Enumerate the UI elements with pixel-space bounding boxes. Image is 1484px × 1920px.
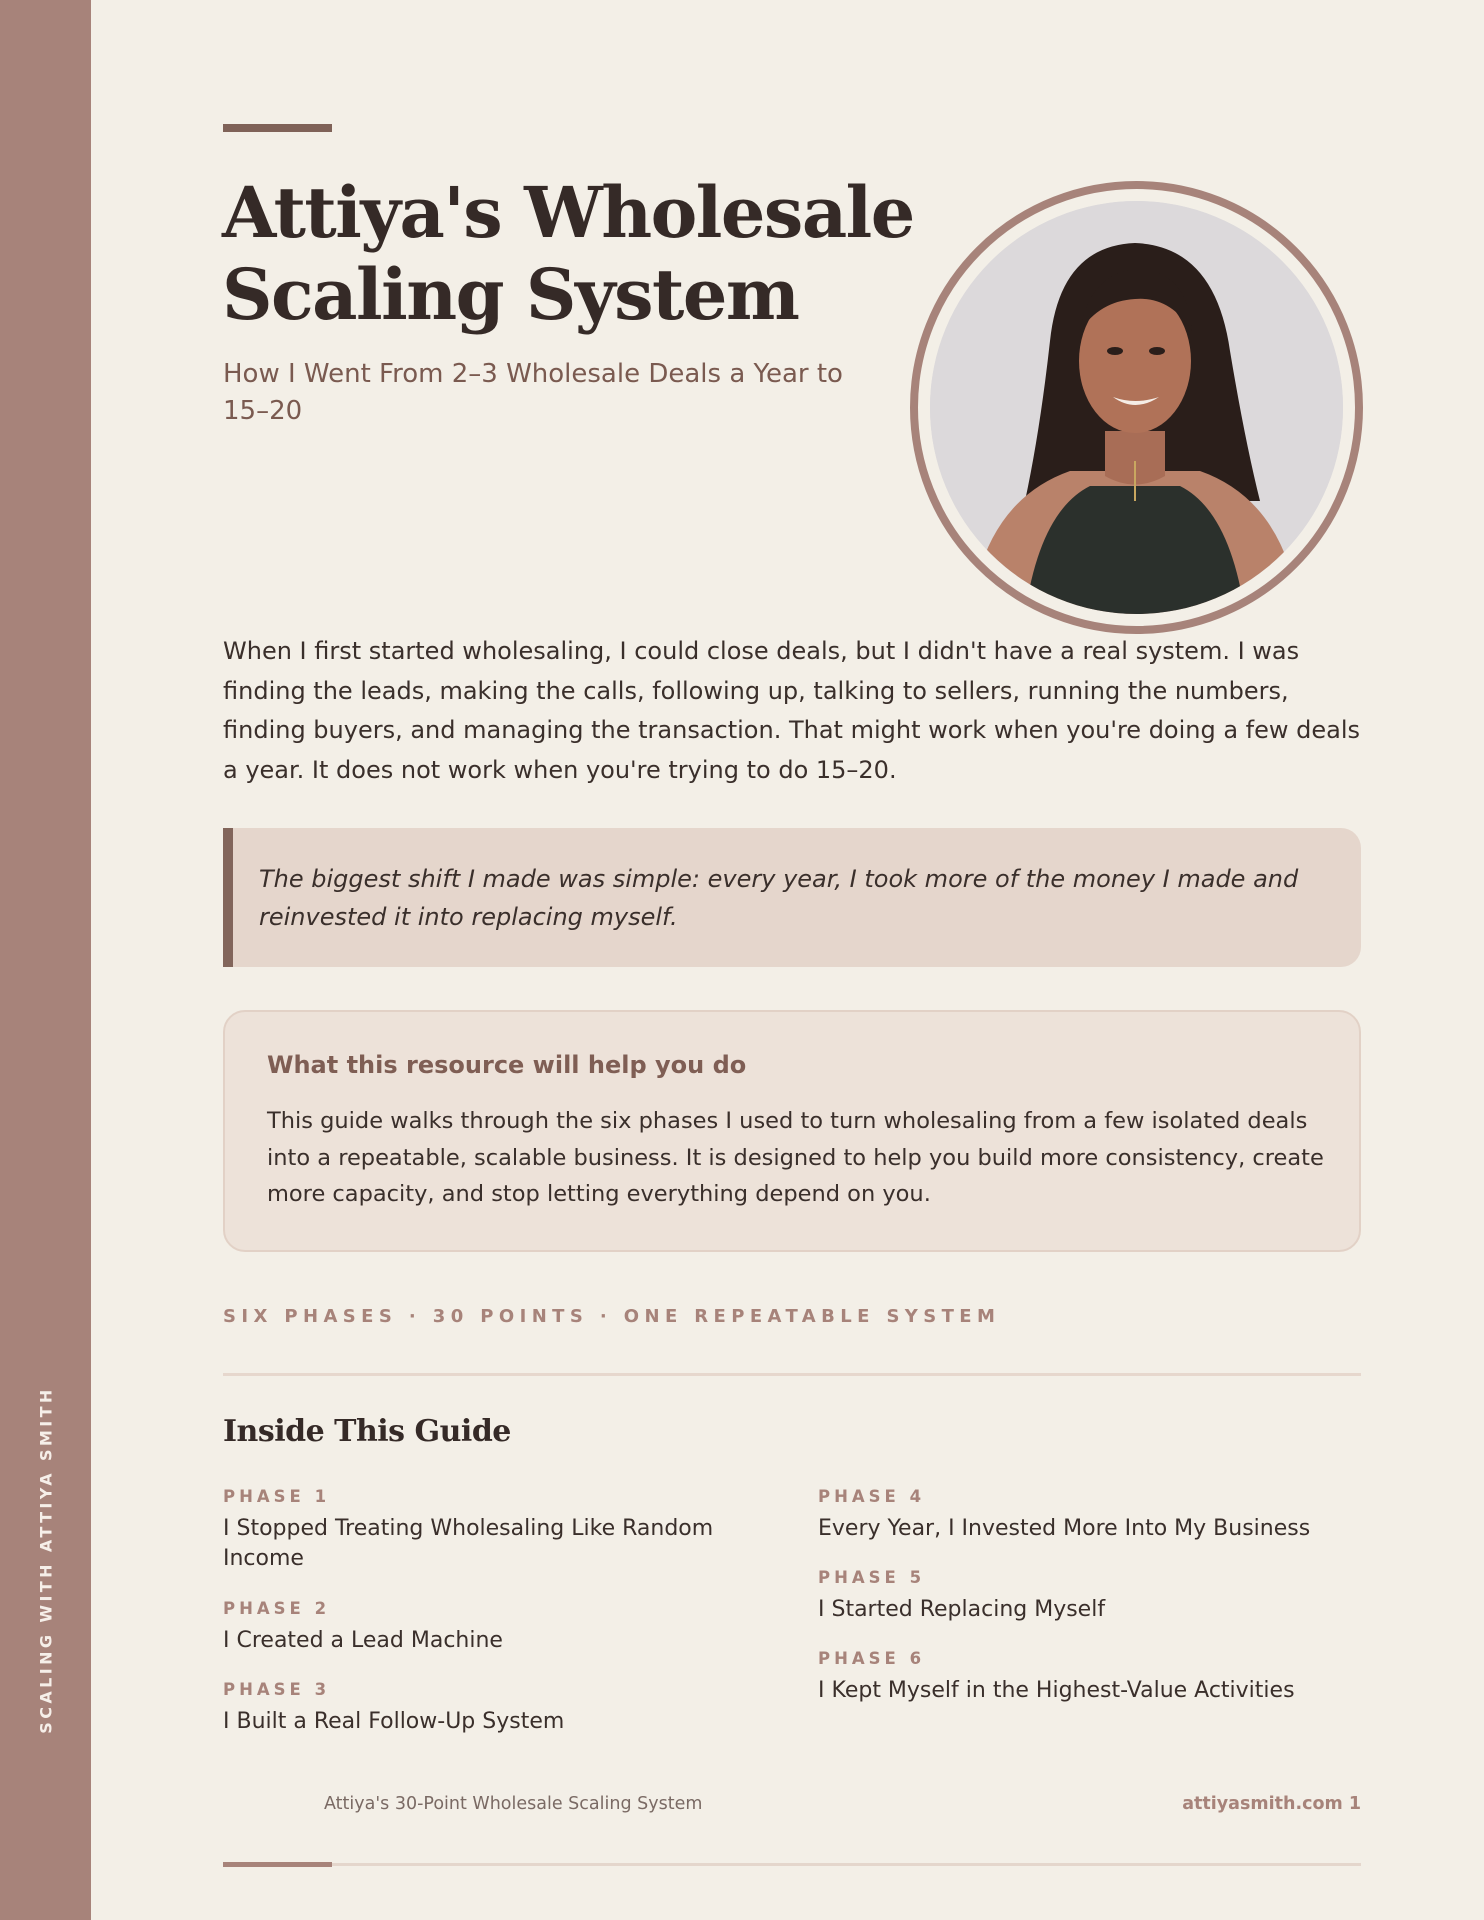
phase-label: PHASE 6 [818,1649,926,1668]
page-subtitle: How I Went From 2–3 Wholesale Deals a Year to 15–20 [223,359,843,426]
phase-label: PHASE 4 [818,1487,926,1506]
section-divider [223,1373,1361,1376]
tagline: SIX PHASES · 30 POINTS · ONE REPEATABLE SYSTEM [223,1306,1001,1327]
phase-label: PHASE 1 [223,1487,331,1506]
page-title: Attiya's Wholesale Scaling System [222,171,914,336]
phase-item [818,1649,1338,1706]
help-text: This guide walks through the six phases I used to turn wholesaling from a few isolated deals into a repeatable, scalable business. It is designed to help you build more consistency, create more capacity, and stop letting everything depend on you. [267,1108,1324,1207]
phase-item [223,1487,743,1574]
help-title: What this resource will help you do [267,1051,747,1079]
bottom-rule-accent [223,1862,332,1867]
sidebar-brand-text: SCALING WITH ATTIYA SMITH [36,1386,56,1734]
author-portrait [930,201,1343,614]
footer-document-title: Attiya's 30-Point Wholesale Scaling System [324,1794,703,1814]
intro-paragraph: When I first started wholesaling, I could close deals, but I didn't have a real system. I was finding the leads, making the calls, following up, talking to sellers, running the numbers, finding buyers, and managing the transaction. That might work when you're doing a few deals a year. It does not work when you're trying to do 15–20. [223,637,1361,784]
phase-item [223,1680,743,1737]
phase-title: Every Year, I Invested More Into My Business [818,1516,1311,1541]
phase-label: PHASE 5 [818,1568,926,1587]
phase-item [818,1487,1338,1544]
phase-item [818,1568,1338,1625]
sidebar [0,0,91,1920]
phase-title: I Built a Real Follow-Up System [223,1709,565,1734]
phase-title: I Started Replacing Myself [818,1597,1106,1622]
phase-item [223,1599,743,1656]
bottom-rule [223,1863,1361,1866]
footer-site-page: attiyasmith.com 1 [1182,1794,1361,1814]
phase-title: I Kept Myself in the Highest-Value Activities [818,1678,1295,1703]
guide-title: Inside This Guide [223,1414,511,1449]
phase-label: PHASE 3 [223,1680,331,1699]
top-accent-rule [223,124,332,132]
phase-label: PHASE 2 [223,1599,331,1618]
phase-title: I Created a Lead Machine [223,1628,503,1653]
phase-title: I Stopped Treating Wholesaling Like Random Income [223,1516,714,1571]
quote-text: The biggest shift I made was simple: every year, I took more of the money I made and reinvested it into replacing myself. [259,865,1299,931]
